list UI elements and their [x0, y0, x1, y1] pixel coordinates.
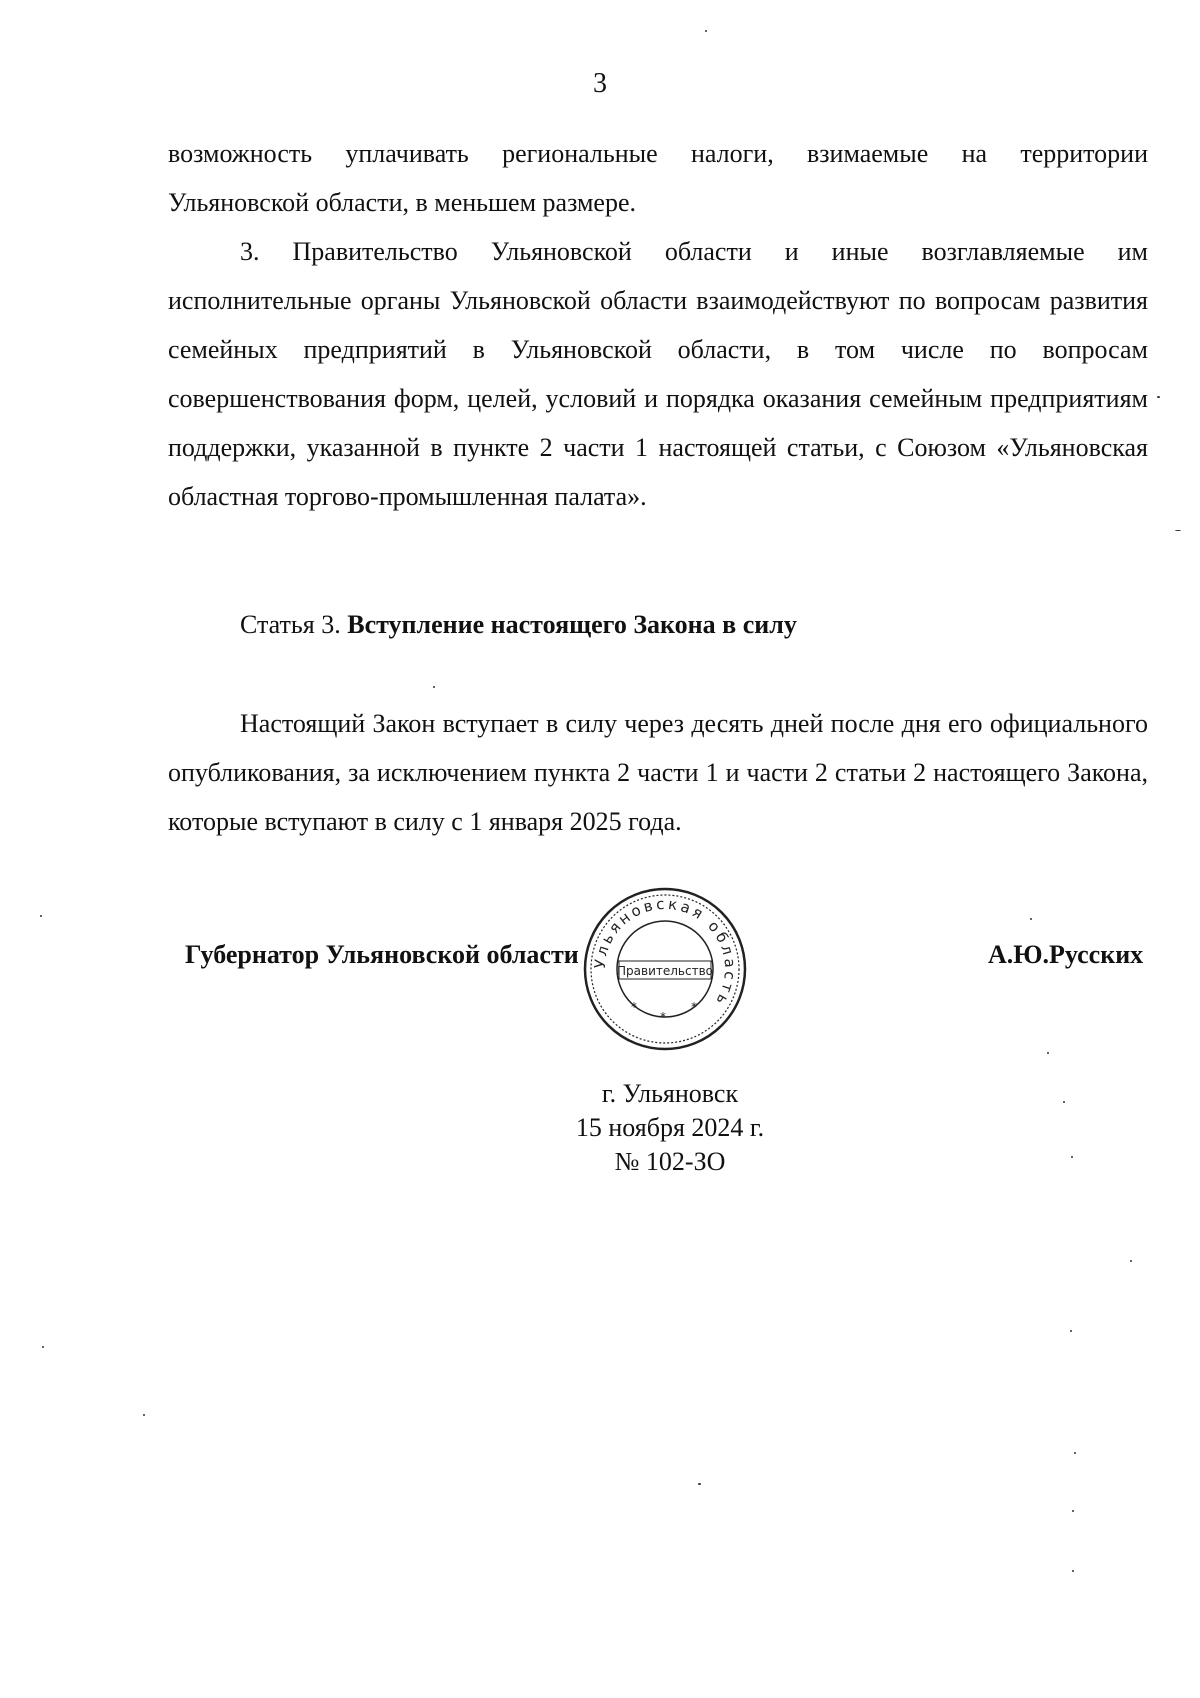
- scan-speck: [1175, 530, 1181, 531]
- scan-speck: [1072, 1570, 1074, 1572]
- scan-speck: [1157, 396, 1160, 398]
- signatory-title: Губернатор Ульяновской области: [185, 940, 579, 969]
- svg-text:*: *: [660, 1010, 666, 1024]
- scan-speck: [1072, 1510, 1074, 1512]
- paragraph-continuation: [168, 129, 1148, 227]
- scan-speck: [1070, 1330, 1072, 1332]
- article-title: Вступление настоящего Закона в силу: [347, 610, 797, 639]
- scan-speck: [1130, 1260, 1132, 1262]
- scan-speck: [40, 915, 42, 917]
- svg-text:*: *: [691, 1000, 697, 1014]
- paragraph-line: Ульяновской области, в меньшем размере.: [168, 188, 637, 217]
- svg-text:Ульяновская область: Ульяновская область: [590, 894, 740, 1011]
- scan-speck: [143, 1414, 145, 1416]
- svg-text:Правительство: Правительство: [617, 964, 713, 978]
- scan-speck: [1030, 918, 1032, 920]
- page-number: 3: [593, 68, 607, 99]
- official-seal: [583, 887, 747, 1051]
- paragraph-effective-date: Настоящий Закон вступает в силу через десять дней после дня его официального опубликования, за исключением пункта 2 части 1 и части 2 статьи 2 настоящего Закона, которые вступают в силу с 1 января 2025 года.: [168, 709, 1148, 836]
- svg-text:*: *: [631, 1000, 637, 1014]
- place-date-block: [520, 1077, 820, 1179]
- law-number: № 102-ЗО: [614, 1147, 726, 1176]
- city: г. Ульяновск: [601, 1079, 739, 1108]
- scan-speck: [705, 30, 707, 32]
- scan-speck: [1047, 1052, 1049, 1054]
- paragraph-line: возможность уплачивать региональные налоги, взимаемые на территории: [168, 139, 1148, 168]
- scan-speck: [1074, 1452, 1076, 1454]
- article-heading: [240, 609, 797, 641]
- signing-date: 15 ноября 2024 г.: [575, 1113, 765, 1142]
- scan-speck: [698, 1483, 701, 1485]
- signatory-name: А.Ю.Русских: [988, 940, 1144, 969]
- scan-speck: [1063, 1101, 1065, 1103]
- paragraph-clause-3: 3. Правительство Ульяновской области и иные возглавляемые им исполнительные органы Ульяновской области взаимодействуют по вопросам развития семейных предприятий в Ульяновской области, в том числе по вопросам совершенствования форм, целей, условий и порядка оказания семейным предприятиям поддержки, указанной в пункте 2 части 1 настоящей статьи, с Союзом «Ульяновская областная торгово-промышленная палата».: [168, 237, 1148, 511]
- article-number: Статья 3.: [240, 610, 348, 639]
- scan-speck: [42, 1346, 44, 1348]
- scan-speck: [1071, 1156, 1073, 1158]
- scan-speck: [433, 686, 435, 688]
